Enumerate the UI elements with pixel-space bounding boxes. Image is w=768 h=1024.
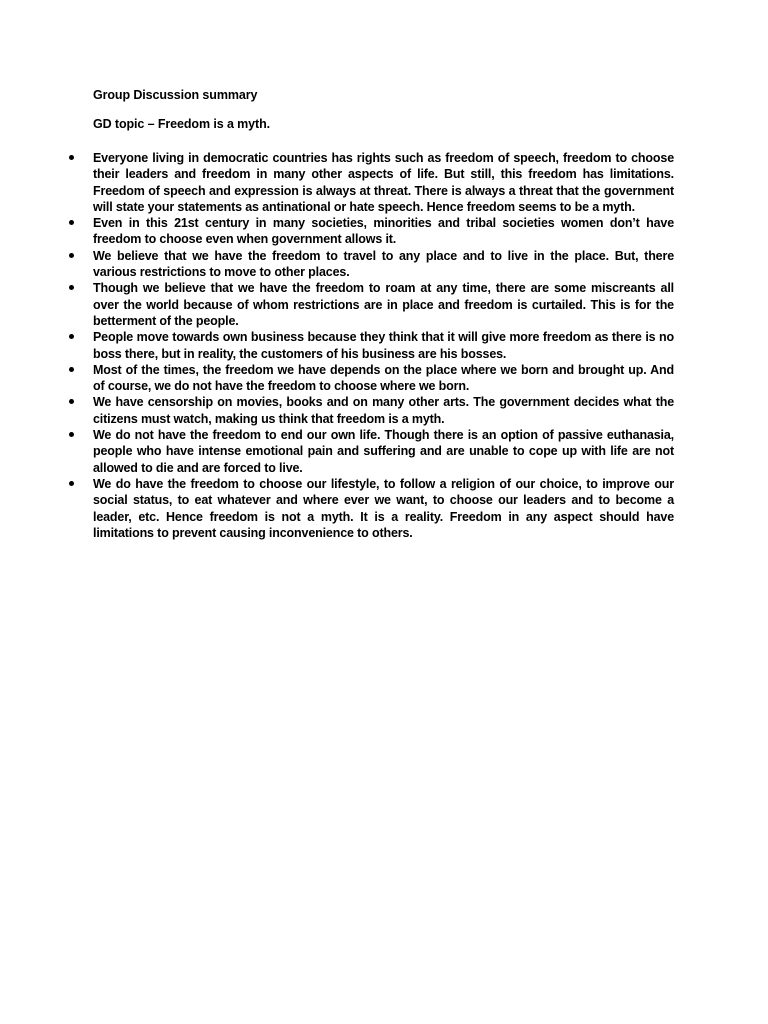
list-item <box>0 362 768 395</box>
list-item-text: We do not have the freedom to end our own life. Though there is an option of passive euthanasia, people who have intense emotional pain and suffering and are unable to cope up with life are not allowed to die and are forced to live. <box>93 428 674 475</box>
list-item-text: We believe that we have the freedom to travel to any place and to live in the place. But, there various restrictions to move to other places. <box>93 248 674 280</box>
list-item-text: Most of the times, the freedom we have depends on the place where we born and brought up. And of course, we do not have the freedom to choose where we born. <box>93 362 674 394</box>
bullet-list <box>0 150 768 541</box>
bullet-icon <box>69 399 74 404</box>
bullet-icon <box>69 285 74 290</box>
list-item-text: We have censorship on movies, books and on many other arts. The government decides what the citizens must watch, making us think that freedom is a myth. <box>93 395 674 426</box>
list-item <box>0 427 768 476</box>
bullet-icon <box>69 334 74 339</box>
list-item-text: We do have the freedom to choose our lifestyle, to follow a religion of our choice, to improve our social status, to eat whatever and where ever we want, to choose our leaders and to become a leader, etc. Hence freedom is not a myth. It is a reality. Freedom in any aspect should have limitations to prevent causing inconvenience to others. <box>93 476 674 540</box>
list-item <box>0 248 768 281</box>
bullet-icon <box>69 367 74 372</box>
document-title: Group Discussion summary <box>93 88 258 102</box>
bullet-icon <box>69 253 74 258</box>
bullet-icon <box>69 155 74 160</box>
list-item <box>0 329 768 362</box>
bullet-icon <box>69 432 74 437</box>
list-item <box>0 150 768 215</box>
list-item <box>0 394 768 427</box>
list-item-text: People move towards own business because they think that it will give more freedom as there is no boss there, but in reality, the customers of his business are his bosses. <box>93 330 674 361</box>
list-item <box>0 476 768 541</box>
list-item <box>0 215 768 248</box>
bullet-icon <box>69 481 74 486</box>
discussion-topic: GD topic – Freedom is a myth. <box>93 117 271 131</box>
list-item-text: Everyone living in democratic countries has rights such as freedom of speech, freedom to choose their leaders and freedom in many other aspects of life. But still, this freedom has limitations. Freedom of speech and expression is always at threat. There is always a threat that the government will state your statements as antinational or hate speech. Hence freedom seems to be a myth. <box>93 151 674 214</box>
list-item-text: Though we believe that we have the freedom to roam at any time, there are some miscreants all over the world because of whom restrictions are in place and freedom is curtailed. This is for the betterment of the people. <box>93 281 674 328</box>
list-item-text: Even in this 21st century in many societies, minorities and tribal societies women don’t have freedom to choose even when government allows it. <box>93 216 674 247</box>
bullet-icon <box>69 220 74 225</box>
list-item <box>0 280 768 329</box>
